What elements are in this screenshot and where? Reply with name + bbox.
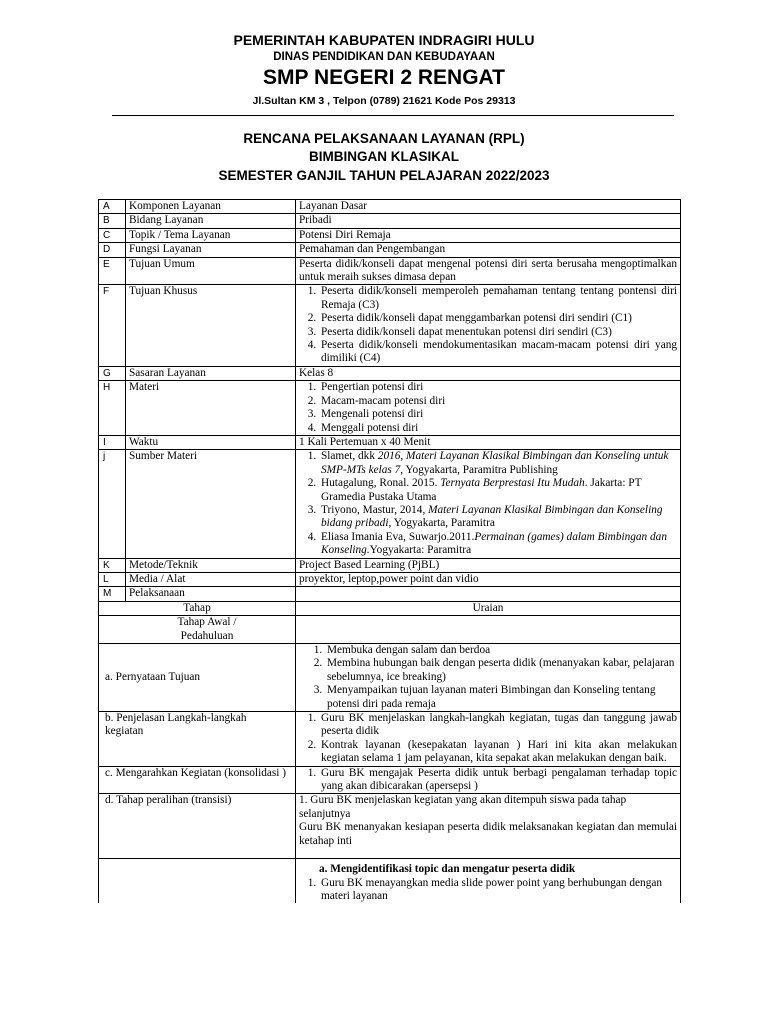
reference-item: 1. Slamet, dkk 2016, Materi Layanan Klasikal Bimbingan dan Konseling untuk SMP-MTs kelas 7, Yogyakarta, Paramitra Publishing bbox=[319, 450, 677, 477]
row-value: proyektor, leptop,power point dan vidio bbox=[296, 572, 681, 586]
rpl-table bbox=[98, 199, 681, 903]
column-header-tahap: Tahap bbox=[99, 601, 296, 615]
list-item: 1. Guru BK menjelaskan langkah-langkah kegiatan, tugas dan tanggung jawab peserta didik bbox=[319, 712, 677, 739]
row-value: 1 Kali Pertemuan x 40 Menit bbox=[296, 435, 681, 449]
row-value bbox=[296, 381, 681, 436]
row-sasaran-layanan bbox=[99, 366, 681, 380]
document-subtitle: BIMBINGAN KLASIKAL bbox=[309, 149, 459, 164]
list-item: 1. Guru BK menayangkan media slide power point yang berhubungan dengan materi layanan bbox=[319, 877, 677, 904]
row-value: Pemahaman dan Pengembangan bbox=[296, 243, 681, 257]
row-key: G bbox=[99, 366, 126, 380]
list-item: 3. Peserta didik/konseli dapat menentukan potensi diri sendiri (C3) bbox=[319, 326, 677, 339]
row-value: Peserta didik/konseli dapat mengenal potensi diri serta berusaha mengoptimalkan untuk meraih sukses dimasa depan bbox=[296, 257, 681, 285]
inti-heading: a. Mengidentifikasi topic dan mengatur peserta didik bbox=[319, 863, 576, 876]
tahap-inti-label bbox=[99, 859, 296, 904]
tahap-inti-row bbox=[99, 859, 681, 904]
list-item: 1. Peserta didik/konseli memperoleh pemahaman tentang tentang pontensi diri Remaja (C3) bbox=[319, 285, 677, 312]
row-waktu bbox=[99, 435, 681, 449]
mengarahkan-kegiatan-label: c. Mengarahkan Kegiatan (konsolidasi ) bbox=[99, 766, 296, 794]
pernyataan-tujuan-value bbox=[296, 644, 681, 712]
row-key: I bbox=[99, 435, 126, 449]
penjelasan-langkah-value bbox=[296, 712, 681, 767]
list-item: 1. Pengertian potensi diri bbox=[319, 381, 677, 394]
materi-list bbox=[299, 381, 677, 435]
row-key: D bbox=[99, 243, 126, 257]
reference-item: 2. Hutagalung, Ronal. 2015. Ternyata Berprestasi Itu Mudah. Jakarta: PT Gramedia Pustaka Utama bbox=[319, 477, 677, 504]
row-key: F bbox=[99, 285, 126, 366]
row-key: E bbox=[99, 257, 126, 285]
row-topik bbox=[99, 228, 681, 242]
row-label: Sasaran Layanan bbox=[126, 366, 296, 380]
reference-item: 3. Triyono, Mastur, 2014, Materi Layanan Klasikal Bimbingan dan Konseling bidang pribadi, Yogyakarta, Paramitra bbox=[319, 504, 677, 531]
list-item: 2. Macam-macam potensi diri bbox=[319, 395, 677, 408]
school-address: Jl.Sultan KM 3 , Telpon (0789) 21621 Kode Pos 29313 bbox=[252, 95, 516, 107]
tujuan-khusus-list bbox=[299, 285, 677, 365]
inti-list bbox=[299, 877, 677, 904]
peralihan-text-2: Guru BK menanyakan kesiapan peserta didik melaksanakan kegiatan dan memulai ketahap inti bbox=[299, 821, 677, 847]
pernyataan-tujuan-row bbox=[99, 644, 681, 712]
pernyataan-tujuan-label: a. Pernyataan Tujuan bbox=[99, 644, 296, 712]
government-name: PEMERINTAH KABUPATEN INDRAGIRI HULU bbox=[233, 32, 535, 48]
row-fungsi-layanan bbox=[99, 243, 681, 257]
row-value: Pribadi bbox=[296, 214, 681, 228]
row-label: Tujuan Umum bbox=[126, 257, 296, 285]
mengarahkan-kegiatan-list bbox=[299, 767, 677, 794]
list-item: 1. Membuka dengan salam dan berdoa bbox=[325, 644, 677, 657]
row-tujuan-umum bbox=[99, 257, 681, 285]
tahap-peralihan-label: d. Tahap peralihan (transisi) bbox=[99, 794, 296, 859]
tahap-inti-value bbox=[296, 859, 681, 904]
row-key: j bbox=[99, 450, 126, 558]
row-label: Topik / Tema Layanan bbox=[126, 228, 296, 242]
list-item: 3. Menyampaikan tujuan layanan materi Bimbingan dan Konseling tentang potensi diri pada remaja bbox=[325, 684, 677, 711]
tahap-peralihan-row bbox=[99, 794, 681, 859]
row-key: K bbox=[99, 558, 126, 572]
list-item: 2. Peserta didik/konseli dapat menggambarkan potensi diri sendiri (C1) bbox=[319, 312, 677, 325]
row-key: L bbox=[99, 572, 126, 586]
row-value bbox=[296, 587, 681, 601]
mengarahkan-kegiatan-value bbox=[296, 766, 681, 794]
document-title: RENCANA PELAKSANAAN LAYANAN (RPL) bbox=[243, 131, 525, 146]
row-label: Metode/Teknik bbox=[126, 558, 296, 572]
row-key: H bbox=[99, 381, 126, 436]
list-item: 2. Kontrak layanan (kesepakatan layanan ) Hari ini kita akan melakukan kegiatan selama 1 jam pelayanan, kita sepakat akan melakukan dengan baik. bbox=[319, 739, 677, 766]
penjelasan-langkah-row bbox=[99, 712, 681, 767]
peralihan-text-1: 1. Guru BK menjelaskan kegiatan yang akan ditempuh siswa pada tahap selanjutnya bbox=[299, 794, 627, 820]
row-materi bbox=[99, 381, 681, 436]
department-name: DINAS PENDIDIKAN DAN KEBUDAYAAN bbox=[273, 51, 495, 63]
row-label: Fungsi Layanan bbox=[126, 243, 296, 257]
semester-title: SEMESTER GANJIL TAHUN PELAJARAN 2022/2023 bbox=[218, 168, 550, 183]
row-label: Waktu bbox=[126, 435, 296, 449]
row-key: M bbox=[99, 587, 126, 601]
list-item: 3. Mengenali potensi diri bbox=[319, 408, 677, 421]
list-item: 4. Menggali potensi diri bbox=[319, 422, 677, 435]
penjelasan-langkah-label: b. Penjelasan Langkah-langkah kegiatan bbox=[99, 712, 296, 767]
school-name: SMP NEGERI 2 RENGAT bbox=[263, 66, 505, 89]
row-label: Bidang Layanan bbox=[126, 214, 296, 228]
column-header-uraian: Uraian bbox=[296, 601, 681, 615]
row-tujuan-khusus bbox=[99, 285, 681, 366]
row-value bbox=[296, 285, 681, 366]
list-item: 1. Guru BK mengajak Peserta didik untuk berbagi pengalaman terhadap topic yang akan dibicarakan (apersepsi ) bbox=[319, 767, 677, 794]
row-key: B bbox=[99, 214, 126, 228]
tahap-awal-value bbox=[296, 616, 681, 644]
reference-item: 4. Eliasa Imania Eva, Suwarjo.2011.Permainan (games) dalam Bimbingan dan Konseling.Yogyakarta: Paramitra bbox=[319, 531, 677, 558]
row-label: Pelaksanaan bbox=[126, 587, 296, 601]
row-pelaksanaan bbox=[99, 587, 681, 601]
penjelasan-langkah-list bbox=[299, 712, 677, 766]
row-sumber-materi bbox=[99, 450, 681, 558]
row-komponen-layanan bbox=[99, 200, 681, 214]
row-key: A bbox=[99, 200, 126, 214]
row-media bbox=[99, 572, 681, 586]
mengarahkan-kegiatan-row bbox=[99, 766, 681, 794]
pernyataan-tujuan-list bbox=[299, 644, 677, 711]
row-metode bbox=[99, 558, 681, 572]
row-value bbox=[296, 450, 681, 558]
row-label: Sumber Materi bbox=[126, 450, 296, 558]
row-label: Komponen Layanan bbox=[126, 200, 296, 214]
sumber-list bbox=[299, 450, 677, 557]
tahap-peralihan-value bbox=[296, 794, 681, 859]
row-bidang-layanan bbox=[99, 214, 681, 228]
row-value: Kelas 8 bbox=[296, 366, 681, 380]
tahap-awal-label: Tahap Awal / Pedahuluan bbox=[99, 616, 296, 644]
letterhead-divider bbox=[112, 115, 674, 116]
tahap-awal-row bbox=[99, 616, 681, 644]
list-item: 4. Peserta didik/konseli mendokumentasikan macam-macam potensi diri yang dimiliki (C4) bbox=[319, 339, 677, 366]
row-value: Layanan Dasar bbox=[296, 200, 681, 214]
row-label: Materi bbox=[126, 381, 296, 436]
row-label: Media / Alat bbox=[126, 572, 296, 586]
pelaksanaan-header-row bbox=[99, 601, 681, 615]
row-label: Tujuan Khusus bbox=[126, 285, 296, 366]
row-key: C bbox=[99, 228, 126, 242]
list-item: 2. Membina hubungan baik dengan peserta didik (menanyakan kabar, pelajaran sebelumnya, ice breaking) bbox=[325, 657, 677, 684]
row-value: Project Based Learning (PjBL) bbox=[296, 558, 681, 572]
row-value: Potensi Diri Remaja bbox=[296, 228, 681, 242]
